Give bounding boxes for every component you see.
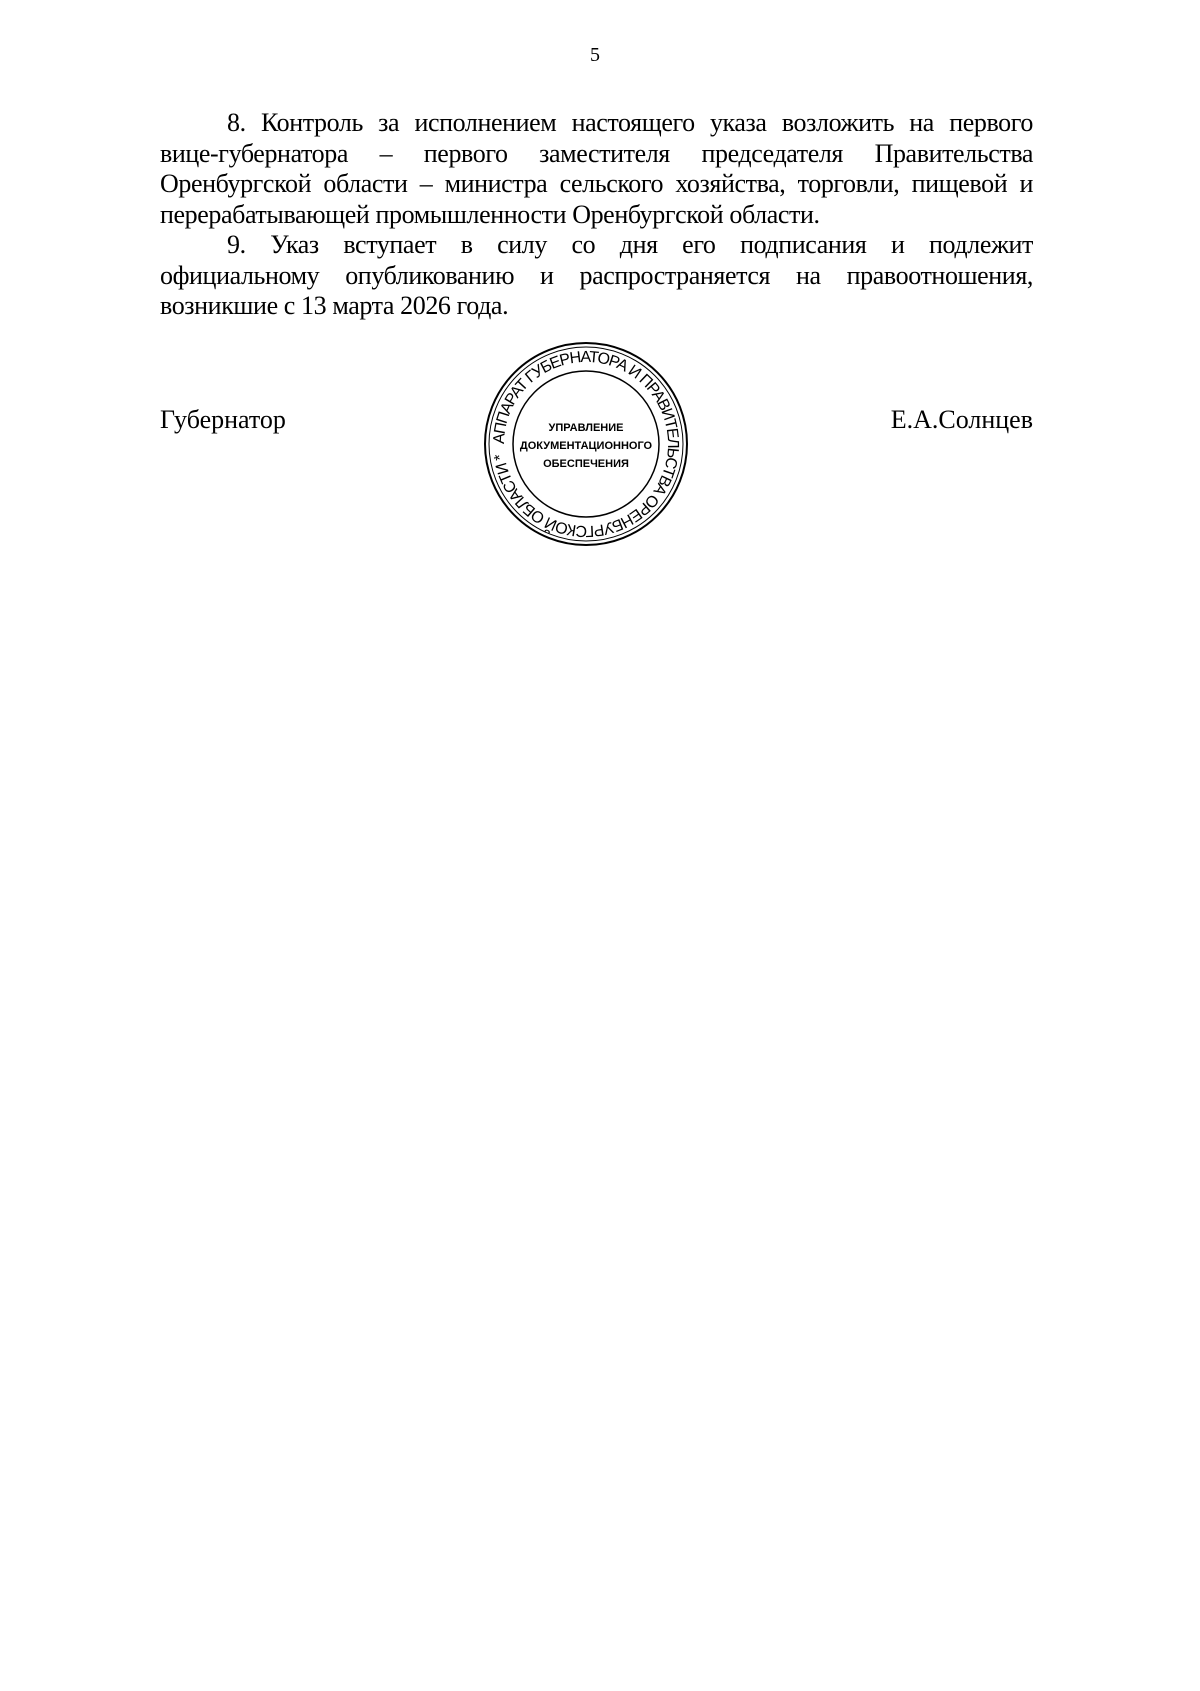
page-number: 5: [590, 44, 600, 66]
signatory-name: Е.А.Солнцев: [890, 405, 1033, 434]
stamp-ring-text: АППАРАТ ГУБЕРНАТОРА И ПРАВИТЕЛЬСТВА ОРЕНБУРГСКОЙ ОБЛАСТИ *: [490, 348, 682, 540]
text-line: 9. Указ вступает в силу со дня его подписания и подлежит: [227, 230, 1033, 259]
paragraph-9: [160, 230, 1033, 322]
text-line: перерабатывающей промышленности Оренбургской области.: [160, 199, 820, 229]
text-line: вице-губернатора – первого заместителя председателя Правительства: [160, 138, 1033, 168]
text-line: официальному опубликованию и распространяется на правоотношения,: [160, 260, 1033, 290]
stamp-center-line: УПРАВЛЕНИЕ: [548, 422, 624, 434]
text-line: 8. Контроль за исполнением настоящего указа возложить на первого: [227, 108, 1033, 137]
signatory-position: Губернатор: [160, 405, 286, 434]
document-body: [160, 108, 1033, 322]
official-stamp: [481, 339, 691, 549]
text-line: Оренбургской области – министра сельского хозяйства, торговли, пищевой и: [160, 169, 1033, 198]
stamp-center-line: ДОКУМЕНТАЦИОННОГО: [519, 440, 653, 452]
paragraph-8: [160, 108, 1033, 230]
text-line: возникшие с 13 марта 2026 года.: [160, 291, 509, 320]
stamp-center-line: ОБЕСПЕЧЕНИЯ: [543, 458, 629, 470]
